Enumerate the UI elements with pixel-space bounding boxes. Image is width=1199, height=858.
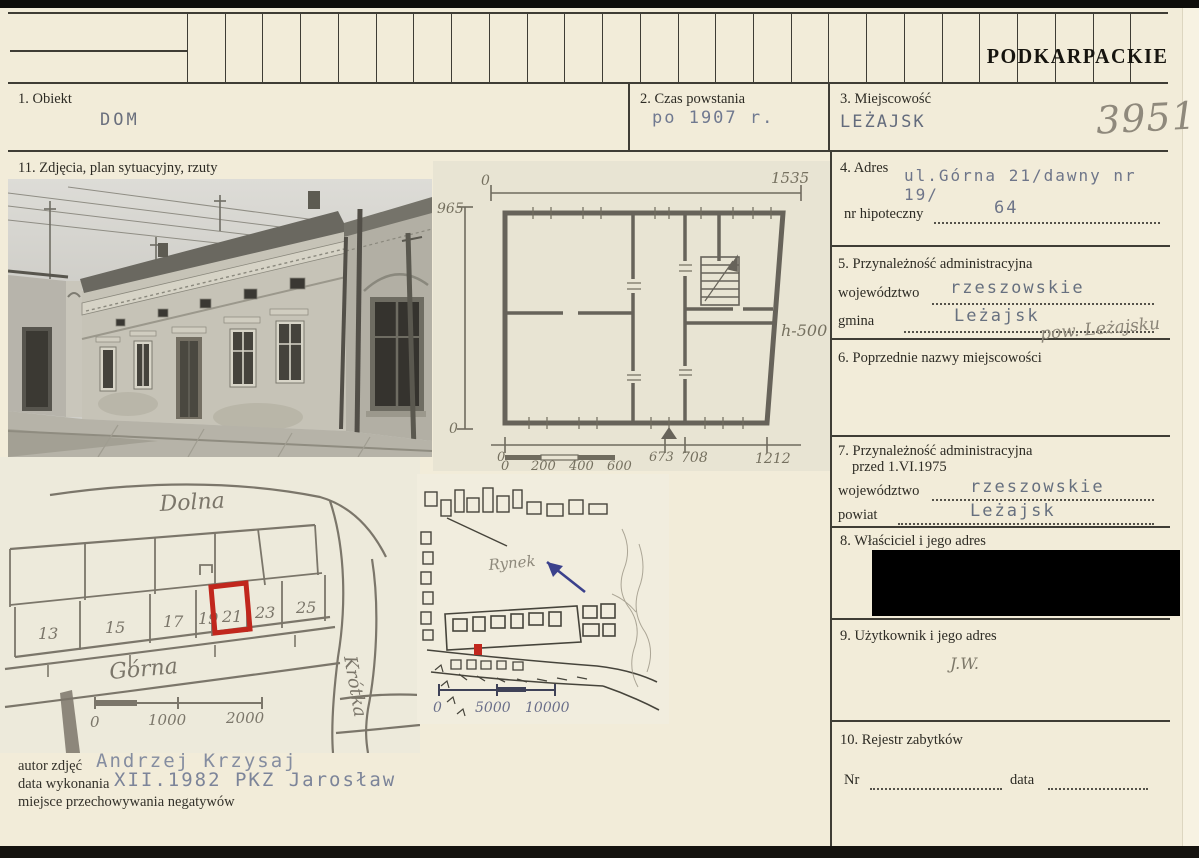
przyn1975-label2: przed 1.VI.1975 xyxy=(852,459,947,475)
podkarpackie-stamp: PODKARPACKIE xyxy=(986,44,1169,68)
section-uzytkownik xyxy=(832,620,1170,722)
uzytkownik-label: 9. Użytkownik i jego adres xyxy=(840,628,997,644)
sketch-scale-2000: 2000 xyxy=(226,709,265,727)
street-dolna-label: Dolna xyxy=(159,488,226,517)
site-plan-sketch xyxy=(0,457,420,753)
plot-21: 21 xyxy=(222,607,243,626)
plot-15: 15 xyxy=(105,618,126,637)
wojewodztwo1975-value: rzeszowskie xyxy=(970,477,1105,497)
scan-edge-top xyxy=(0,0,1199,8)
floor-plan xyxy=(433,161,830,471)
data-wykonania-value: XII.1982 PKZ Jarosław xyxy=(114,769,397,791)
sketch-scale-0: 0 xyxy=(90,713,100,731)
plot-17: 17 xyxy=(163,612,184,631)
data-wykonania-label: data wykonania xyxy=(18,776,110,792)
wojewodztwo-value: rzeszowskie xyxy=(950,278,1085,298)
wlasciciel-label: 8. Właściciel i jego adres xyxy=(840,533,986,549)
autor-value: Andrzej Krzysaj xyxy=(96,750,298,772)
rejestr-data-line xyxy=(1048,788,1148,790)
street-krotka-label: Krótka xyxy=(339,654,371,719)
inner-walls xyxy=(505,213,773,423)
scan-edge-bottom xyxy=(0,846,1199,858)
rejestr-data-label: data xyxy=(1010,772,1035,788)
fields-row xyxy=(8,84,1168,152)
uzytkownik-value-handwritten: J.W. xyxy=(950,654,979,673)
top-left-blank-line xyxy=(10,50,187,52)
left-building xyxy=(8,271,82,417)
map-scale-0: 0 xyxy=(433,700,442,716)
gmina-label: gmina xyxy=(838,313,875,329)
przyn1975-label: 7. Przynależność administracyjna xyxy=(838,443,1033,459)
dim-left-bottom: 0 xyxy=(449,421,458,437)
adres-value: ul.Górna 21/dawny nr 19/ xyxy=(904,166,1137,204)
plan-scale-0: 0 xyxy=(501,459,510,471)
outer-walls xyxy=(505,213,783,423)
plan-scale-bar xyxy=(501,455,632,471)
field-czas-value: po 1907 r. xyxy=(652,108,775,128)
section-rejestr xyxy=(832,722,1170,846)
building-photo-drawing xyxy=(8,179,432,457)
field-obiekt xyxy=(8,84,628,150)
wojewodztwo-label: województwo xyxy=(838,285,920,301)
stairs xyxy=(701,257,739,305)
height-note: h-500 xyxy=(781,321,828,340)
powiat-annotation-handwritten: pow. Leżajsku xyxy=(1039,313,1161,345)
poprzednie-label: 6. Poprzednie nazwy miejscowości xyxy=(838,350,1042,366)
plan-scale-400: 400 xyxy=(569,459,594,471)
archive-number-handwritten: 3951 xyxy=(1094,93,1198,143)
gmina-value: Leżajsk xyxy=(954,306,1040,326)
dim-bottom-1: 673 xyxy=(649,450,674,465)
dimension-lines xyxy=(457,185,801,453)
plot-13: 13 xyxy=(38,624,59,643)
rejestr-nr-line xyxy=(870,788,1002,790)
floor-plan-drawing xyxy=(433,161,830,471)
plan-scale-600: 600 xyxy=(607,459,632,471)
field-miejscowosc xyxy=(828,84,1168,150)
plot-23: 23 xyxy=(255,603,276,622)
field-czas-label: 2. Czas powstania xyxy=(640,91,746,107)
field-czas-powstania xyxy=(628,84,828,150)
adres-label: 4. Adres xyxy=(840,160,889,176)
powiat-label: powiat xyxy=(838,507,878,523)
rejestr-label: 10. Rejestr zabytków xyxy=(840,732,963,748)
map-buildings-left xyxy=(421,532,433,640)
site-plan-drawing xyxy=(0,457,420,753)
hipoteczny-value: 64 xyxy=(994,198,1019,218)
dim-top-start: 0 xyxy=(481,173,490,189)
negatywy-label: miejsce przechowywania negatywów xyxy=(18,794,235,810)
dim-bottom-3: 1212 xyxy=(755,451,791,467)
section-przynaleznosc-1975 xyxy=(832,437,1170,528)
section-poprzednie-nazwy xyxy=(832,340,1170,437)
autor-label: autor zdjęć xyxy=(18,758,83,774)
sketch-scale-bar xyxy=(90,697,265,731)
field-miejscowosc-label: 3. Miejscowość xyxy=(840,91,932,107)
building-location-marker xyxy=(474,644,482,655)
rynek-label: Rynek xyxy=(487,551,537,574)
field-obiekt-label: 1. Obiekt xyxy=(18,91,72,107)
dim-bottom-0: 0 xyxy=(497,450,506,465)
window-ticks xyxy=(529,207,771,429)
wojewodztwo1975-label: województwo xyxy=(838,483,920,499)
map-buildings-top xyxy=(425,488,607,546)
street-gorna-label: Górna xyxy=(108,654,179,685)
wedge-mark xyxy=(60,690,80,753)
wojewodztwo-line xyxy=(932,303,1154,305)
dim-bottom-2: 708 xyxy=(681,450,708,466)
field-obiekt-value: DOM xyxy=(100,110,140,130)
hipoteczny-label: nr hipoteczny xyxy=(844,206,924,222)
redaction-box xyxy=(872,550,1180,616)
town-map-drawing xyxy=(417,474,669,724)
right-column xyxy=(832,152,1170,846)
hipoteczny-line xyxy=(934,222,1160,224)
building-photo xyxy=(8,179,432,457)
section-adres xyxy=(832,152,1170,247)
footer-credits xyxy=(18,750,478,811)
map-faint-texture xyxy=(612,529,651,687)
powiat-value: Leżajsk xyxy=(970,501,1056,521)
town-map-sketch xyxy=(417,474,669,724)
section-wlasciciel xyxy=(832,528,1170,620)
plot-19: 19 xyxy=(198,609,219,628)
entrance-marker xyxy=(661,427,677,439)
powiat-line xyxy=(898,523,1154,525)
dim-top-end: 1535 xyxy=(771,169,810,187)
map-scale-5000: 5000 xyxy=(475,700,511,716)
rejestr-nr-label: Nr xyxy=(844,772,860,788)
field-miejscowosc-value: LEŻAJSK xyxy=(840,112,926,132)
plot-25: 25 xyxy=(296,598,317,617)
map-buildings-mid xyxy=(445,604,615,650)
sketch-scale-1000: 1000 xyxy=(148,711,187,729)
przynaleznosc-label: 5. Przynależność administracyjna xyxy=(838,256,1033,272)
section-przynaleznosc xyxy=(832,247,1170,345)
plan-scale-200: 200 xyxy=(531,459,556,471)
field-zdjecia-label: 11. Zdjęcia, plan sytuacyjny, rzuty xyxy=(18,160,218,176)
direction-arrow xyxy=(547,562,585,592)
dim-left-top: 965 xyxy=(437,201,464,217)
map-scale-10000: 10000 xyxy=(525,700,570,716)
